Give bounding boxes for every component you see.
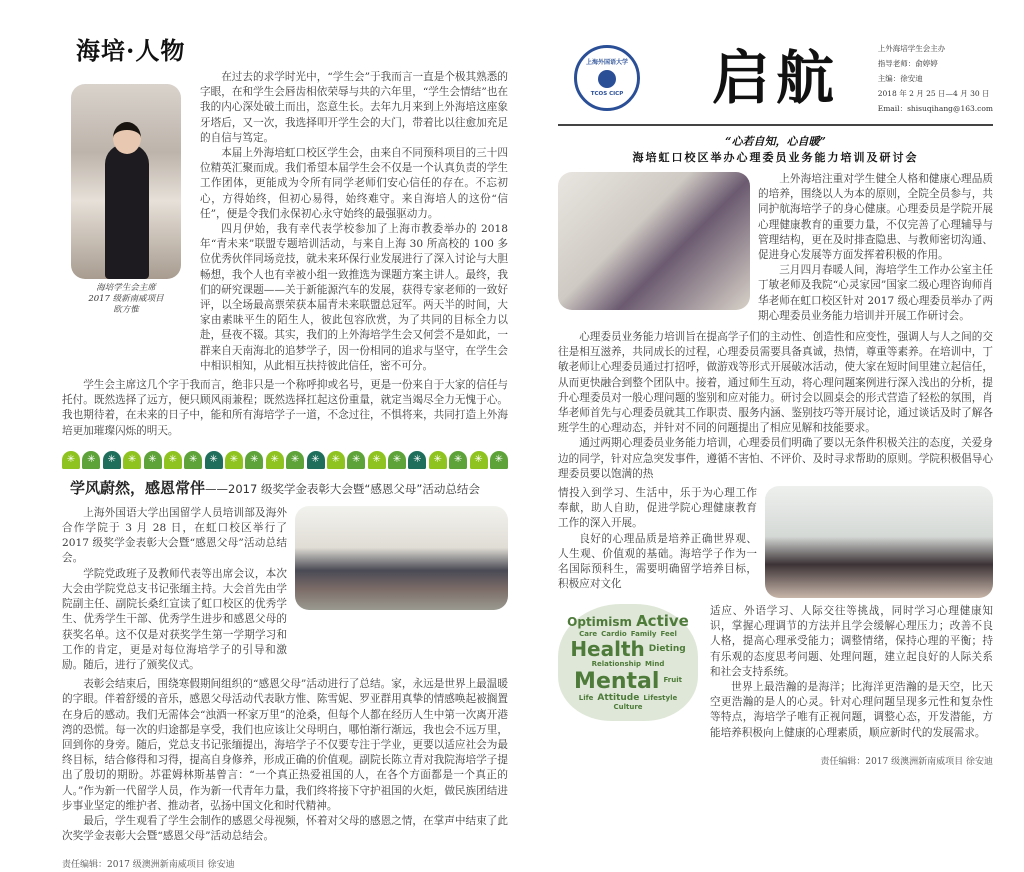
paragraph: 上海外国语大学出国留学人员培训部及海外合作学院于 3 月 28 日，在虹口校区举行了 2017 级奖学金表彰大会暨“感恩父母”活动总结会。 [62, 506, 287, 565]
paragraph: 心理委员业务能力培训旨在提高学子们的主动性、创造性和应变性，强调人与人之间的交往是相互滋养，共同成长的过程，心理委员需要具备真诚，热情，尊重等素养。在培训中，丁敏老师让心理委员通过打招呼，做游戏等形式开展破冰活动，使大家在短时间里建立起信任，从而更快融合到整个团队中。接着，通过师生互动，将心理问题案例进行深入浅出的分析，提升心理委员对一般心理问题的鉴别和应对能力。研讨会以圆桌会的形式营造了轻松的氛围，肖华老师首先与心理委员就其工作职责、服务内涵、鉴别技巧等开展讨论，通过谈话及时了解各班学生的心理动态，并针对不同的问题提出了相应见解和技能要求。 [558, 331, 993, 435]
training-photo [558, 172, 750, 310]
headline-quote: “心若自知，心自暖” [725, 135, 826, 148]
leaf-icon: ✳ [82, 451, 100, 469]
word-cloud-word: Care [579, 629, 598, 638]
article-column-text [62, 506, 287, 673]
person-figure [105, 144, 149, 279]
section-title: 海培·人物 [76, 36, 186, 65]
info-line: 2018 年 2 月 25 日—4 月 30 日 [877, 88, 990, 98]
leaf-icon: ✳ [327, 451, 345, 469]
word-cloud-word: Feel [660, 629, 677, 638]
logo-text: 上海外国语大学 [585, 58, 628, 66]
word-cloud-word: Life [578, 693, 594, 702]
word-cloud-word: Lifestyle [643, 693, 678, 702]
paragraph: 学生会主席这几个字于我而言，绝非只是一个称呼抑或名号，更是一份来自于大家的信任与托付。既然选择了远方，便只顾风雨兼程；既然选择扛起这份重量，就定当竭尽全力无愧于心。我也期待着，在未来的日子中，能和所有海培学子一道，不念过往，不惧将来，共同打造上外海培更加璀璨闪烁的明天。 [62, 379, 508, 437]
article-heading [70, 479, 508, 498]
word-cloud-word: Cardio [601, 629, 627, 638]
right-closing-text [710, 604, 993, 741]
left-page [62, 36, 508, 872]
masthead-row [558, 34, 993, 122]
training-row [558, 172, 993, 324]
info-line: Email：shisuqihang@163.com [877, 103, 993, 113]
article-row [62, 506, 508, 673]
caption-line: 海培学生会主席 [96, 283, 156, 293]
caption-line: 2017 级新南威项目 [88, 294, 164, 304]
leaf-icon: ✳ [62, 451, 80, 469]
university-logo [574, 45, 640, 111]
word-cloud-tree [558, 604, 698, 721]
footer-editor: 责任编辑：2017 级澳洲新南威项目 徐安迪 [62, 860, 235, 871]
word-cloud-word: Optimism [567, 614, 633, 629]
right-full-text [558, 330, 993, 482]
masthead: 启航 [712, 44, 841, 112]
leaf-icon: ✳ [470, 451, 488, 469]
profile-photo-column [62, 70, 190, 316]
paragraph: 世界上最浩瀚的是海洋；比海洋更浩瀚的是天空，比天空更浩瀚的是人的心灵。针对心理问题呈现多元性和复杂性等特点，海培学子唯有正视问题，调整心态，开发潜能，方能培养积极向上健康的心理素质，顺应新时代的发展需求。 [710, 681, 993, 739]
info-line: 主编：徐安迪 [877, 73, 923, 83]
right-column-text [758, 172, 993, 324]
leaf-icon: ✳ [266, 451, 284, 469]
profile-closing [62, 378, 508, 439]
leaf-icon: ✳ [123, 451, 141, 469]
leaf-icon: ✳ [245, 451, 263, 469]
leaf-icon: ✳ [164, 451, 182, 469]
paragraph: 四月伊始，我有幸代表学校参加了上海市教委举办的 2018 年“青未来”联盟专题培训活动，与来自上海 30 所高校的 100 多位优秀伙伴同场竞技，就未来环保行业发展进行了深入讨论与大胆畅想，我个人也有幸被小组一致推选为课题方案主讲人。最终，我们的研究课题——关于新能源汽车的发展，获得专家老师的一致好评，以全场最高票荣获本届青未来联盟总冠军。两天半的时间，大家由素昧平生的陌生人，彼此包容欣赏，为了共同的目标全力以赴，昼夜不辍。其实，我们的上外海培学生会又何尝不是如此，一群来自天南海北的追梦学子，因一份相同的追求与坚守，在学生会中相识相知，从此相互扶持彼此信任，密不可分。 [200, 223, 508, 372]
leaf-icon: ✳ [429, 451, 447, 469]
profile-row [62, 70, 508, 374]
logo-text: TCOS CICP [590, 90, 624, 97]
leaf-banner [62, 451, 508, 469]
group-photo [295, 506, 508, 610]
headline-title: 海培虹口校区举办心理委员业务能力培训及研讨会 [632, 151, 919, 164]
article-subtitle: ——2017 级奖学金表彰大会暨“感恩父母”活动总结会 [205, 481, 480, 496]
paragraph: 在过去的求学时光中，“学生会”于我而言一直是个极其熟悉的字眼，在和学生会唇齿相依荣辱与共的六年里，“学生会情结”也在我的内心深处破土而出，恣意生长。去年九月来到上外海培这座象牙塔后，又一次，我选择叩开学生会的大门，带着比以往愈加充足的自信与笃定。 [200, 71, 508, 144]
right-page [558, 34, 993, 769]
profile-text [200, 70, 508, 374]
article-title: 学风蔚然，感恩常伴 [70, 478, 206, 497]
word-cloud-word: Health [570, 637, 645, 662]
info-line: 上外海培学生会主办 [877, 43, 946, 53]
footer-editor: 责任编辑：2017 级澳洲新南威项目 徐安迪 [820, 756, 993, 767]
leaf-icon: ✳ [449, 451, 467, 469]
logo-emblem-icon [598, 70, 616, 88]
word-cloud-word: Fruit [663, 676, 682, 685]
paragraph: 情投入到学习、生活中，乐于为心理工作奉献，助人自助，促进学院心理健康教育工作的深入开展。 [558, 487, 757, 530]
word-cloud-word: Attitude [597, 692, 640, 703]
info-line: 指导老师：俞婷婷 [877, 58, 938, 68]
masthead-rule [558, 124, 993, 126]
right-narrow-text [558, 486, 757, 592]
word-cloud-word: Mental [574, 668, 660, 694]
leaf-icon: ✳ [184, 451, 202, 469]
paragraph: 学院党政班子及教师代表等出席会议，本次大会由学院党总支书记张缅主持。大会首先由学院副主任、副院长桑红宣读了虹口校区的优秀学生、优秀学生干部、优秀学生进步和感恩父母的获奖名单。这不仅是对获奖学生第一学期学习和工作的肯定，更是对每位海培学子的引导和激励。随后，进行了颁奖仪式。 [62, 567, 287, 671]
leaf-icon: ✳ [103, 451, 121, 469]
leaf-icon: ✳ [490, 451, 508, 469]
leaf-icon: ✳ [388, 451, 406, 469]
profile-photo [71, 84, 181, 279]
paragraph: 最后，学生观看了学生会制作的感恩父母视频，怀着对父母的感恩之情，在掌声中结束了此次奖学金表彰大会暨“感恩父母”活动总结会。 [62, 814, 508, 843]
leaf-icon: ✳ [225, 451, 243, 469]
article-full-text [62, 677, 508, 844]
paragraph: 本届上外海培虹口校区学生会，由来自不同预科项目的三十四位精英汇聚而成。我们希望本届学生会不仅是一个认真负责的学生工作团体，更能成为令所有同学老师们安心信任的存在。不忘初心，方得始终，但初心易得，始终难守。来自海培人的这份“信任”，便是令我们永保初心永守始终的最强驱动力。 [200, 147, 508, 220]
paragraph: 良好的心理品质是培养正确世界观、人生观、价值观的基础。海培学子作为一名国际预科生，需要明确留学培养目标，积极应对文化 [558, 532, 757, 591]
word-cloud-word: Active [636, 612, 689, 631]
leaf-icon: ✳ [205, 451, 223, 469]
photo-caption [88, 283, 163, 316]
classroom-photo [765, 486, 993, 598]
word-cloud-word: Mind [645, 660, 665, 669]
paragraph: 通过两期心理委员业务能力培训，心理委员们明确了要以无条件积极关注的态度，关爱身边的同学，针对应急突发事件，遵循不害怕、不评价、及时寻求帮助的原则。学院积极倡导心理委员要以饱满的热 [558, 437, 993, 480]
word-cloud-word: Dieting [648, 643, 686, 654]
masthead-info [878, 41, 993, 116]
caption-line: 欧方惟 [113, 305, 139, 315]
word-cloud-word: Culture [613, 703, 643, 712]
cloud-row [558, 604, 993, 741]
leaf-icon: ✳ [408, 451, 426, 469]
paragraph: 适应、外语学习、人际交往等挑战，同时学习心理健康知识，掌握心理调节的方法并且学会缓解心理压力；改善不良人格，提高心理承受能力；调整情绪，保持心理的平衡；持有乐观的态度思考问题、处理问题，建立起良好的人际关系和社会支持系统。 [710, 605, 993, 678]
leaf-icon: ✳ [144, 451, 162, 469]
headline [558, 134, 993, 166]
paragraph: 表彰会结束后，围绕寒假期间组织的“感恩父母”活动进行了总结。家，永远是世界上最温暖的字眼。伴着舒缓的音乐，感恩父母活动代表耿方惟、陈雪妮、罗亚群用真挚的情感唤起被搁置在身后的感动。我们无需体会“浊酒一杯家万里”的沧桑，但每个人都在经历人生中第一次离开港湾的恐慌。每一次的归途都是享受，我们也应该让父母明白，哪怕渐行渐远，我也会不远万里，回到你的身旁。随后，党总支书记张缅提出，海培学子不仅要专注于学业，更要以适应社会为最终目标，结合修得和习得，提高自身修养，形成正确的价值观。副院长陈立青对我院海培学子提出了殷切的期盼。苏霍姆林斯基曾言：“一个真正热爱祖国的人，在各个方面都是一个真正的人。”作为新一代留学人员，作为新一代青年力量，我们终将接下守护祖国的火炬，做民族团结进步事业坚定的维护者、推动者，弘扬中国文化和时代精神。 [62, 678, 508, 812]
leaf-icon: ✳ [347, 451, 365, 469]
person-head [113, 122, 141, 154]
classroom-row [558, 486, 993, 598]
leaf-icon: ✳ [307, 451, 325, 469]
word-cloud-word: Relationship [591, 660, 641, 669]
paragraph: 上外海培注重对学生健全人格和健康心理品质的培养，围绕以人为本的原则，全院全员参与，共同护航海培学子的身心健康。心理委员是学院开展心理健康教育的重要力量，不仅完善了心理辅导与管理结构，更在及时排查隐患、与教师密切沟通、促进身心发展等方面发挥着积极的作用。 [758, 173, 993, 262]
word-cloud-word: Family [630, 629, 657, 638]
leaf-icon: ✳ [368, 451, 386, 469]
leaf-icon: ✳ [286, 451, 304, 469]
paragraph: 三月四月春暖人间，海培学生工作办公室主任丁敏老师及我院“心灵家园”国家二级心理咨询师肖华老师在虹口校区针对 2017 级心理委员举办了两期心理委员业务能力培训并开展工作研讨会。 [758, 264, 993, 322]
